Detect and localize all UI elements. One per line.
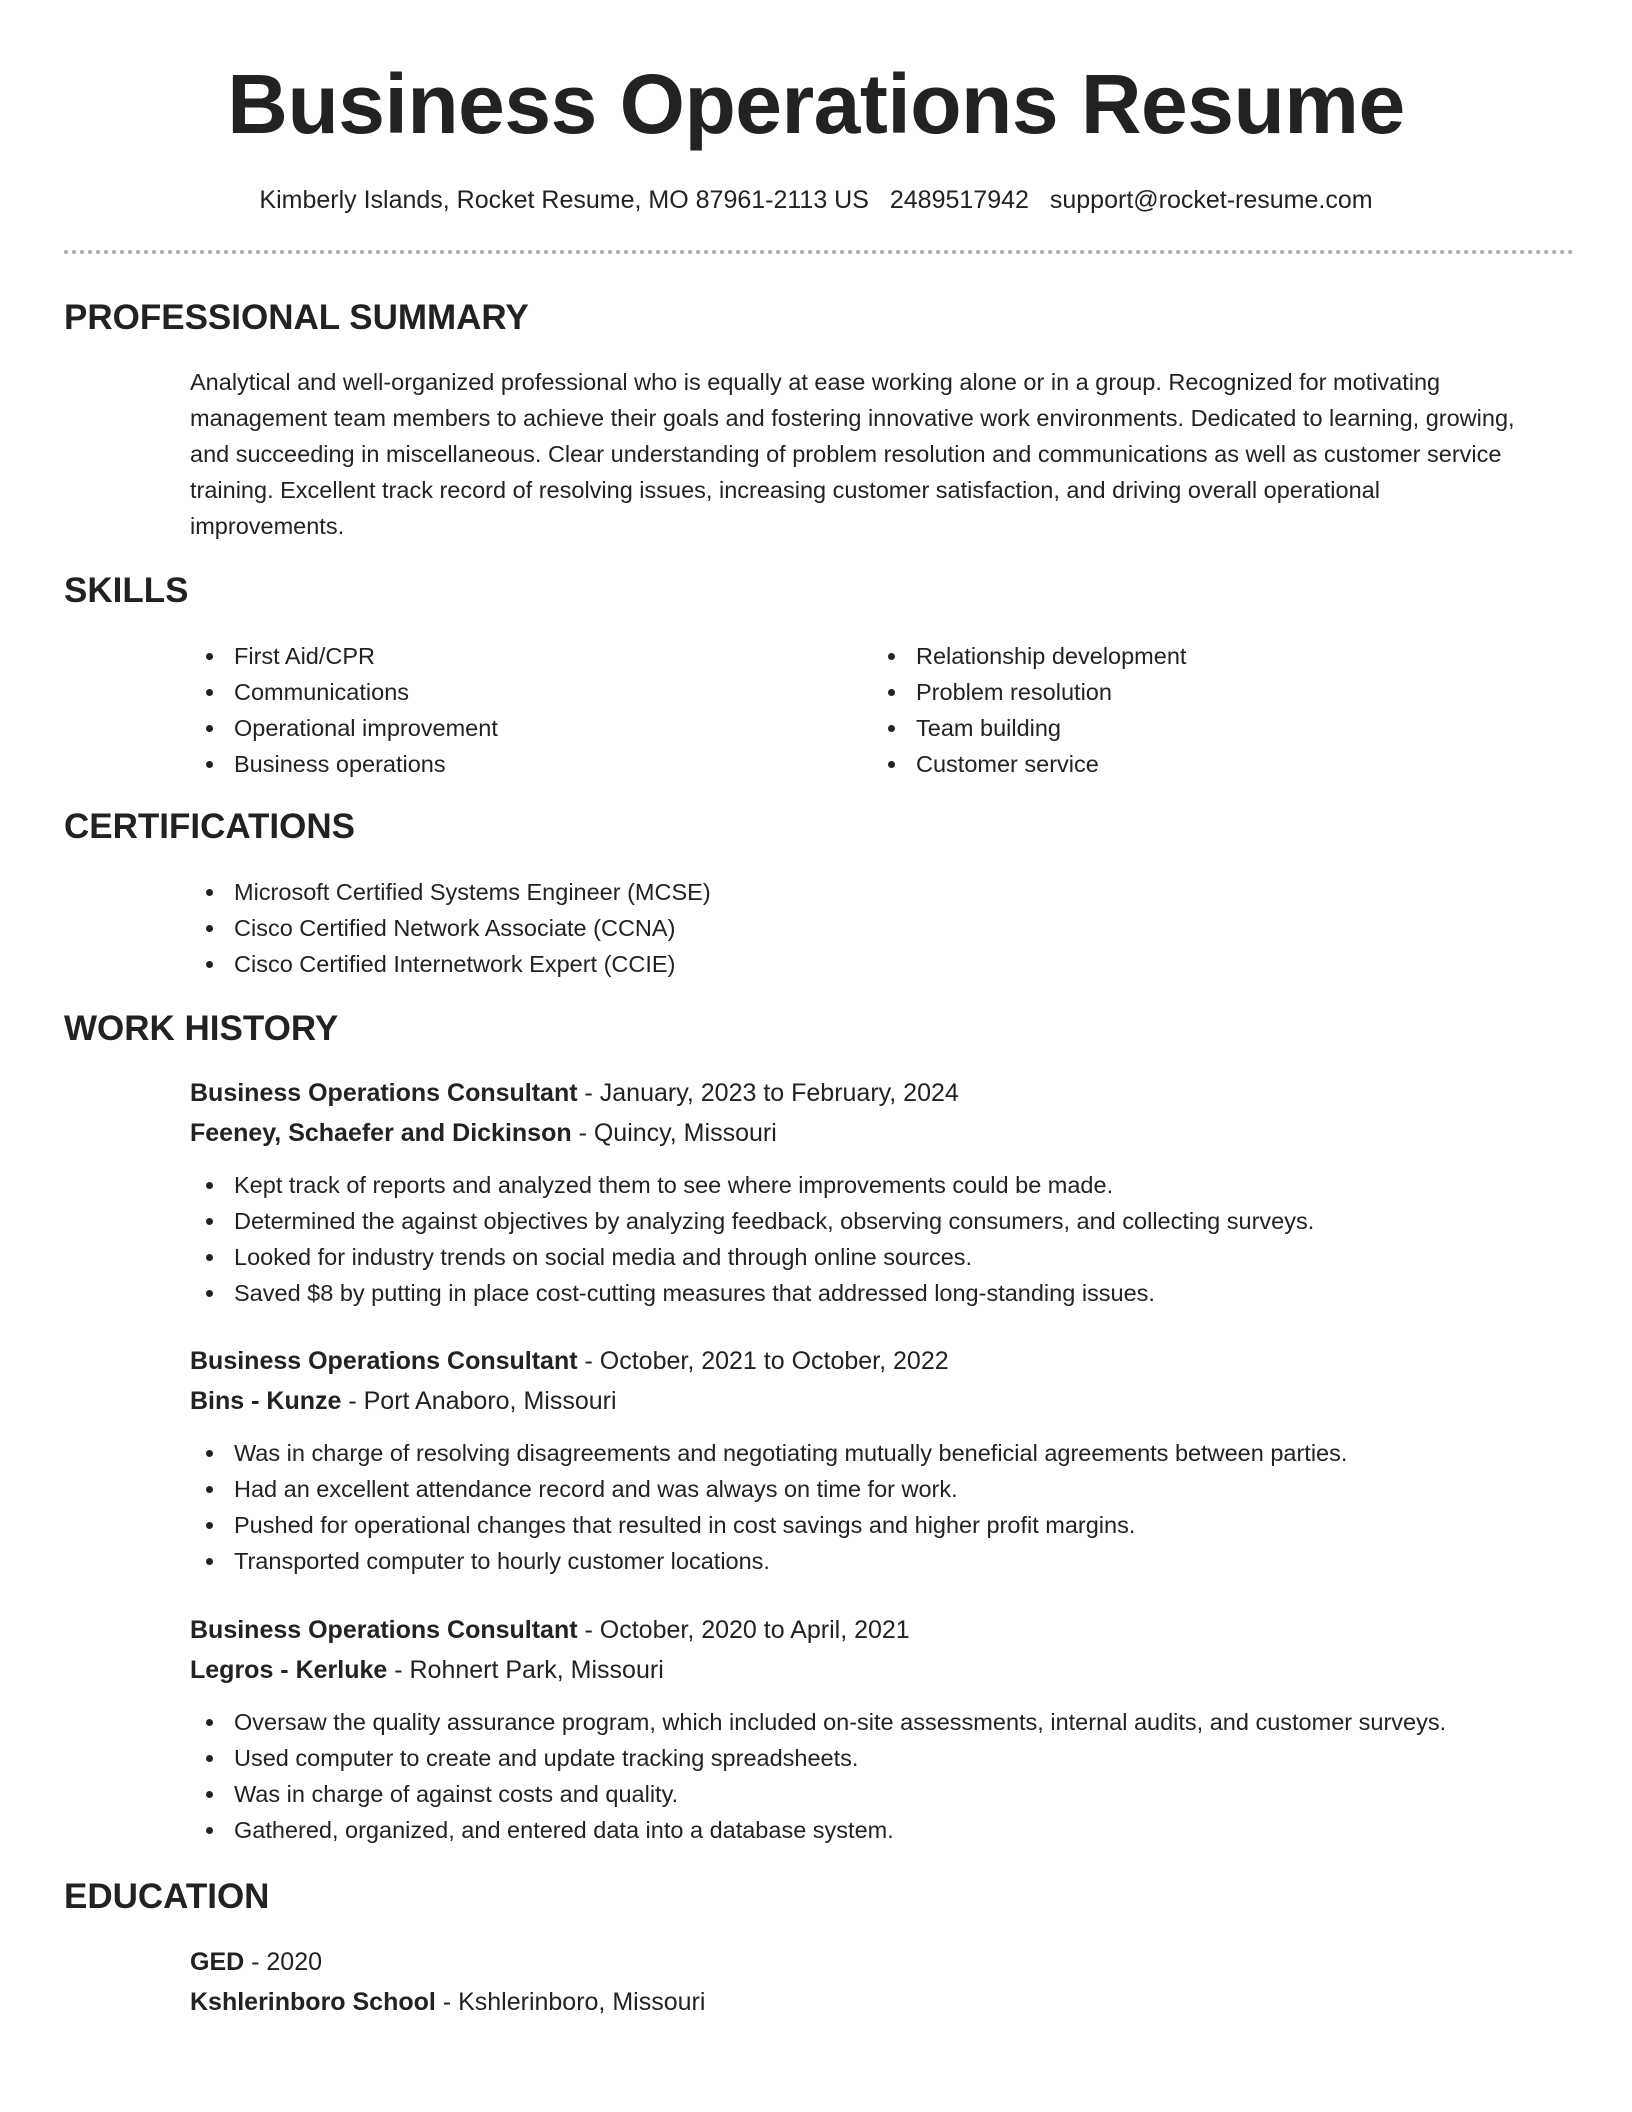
education-degree: GED — [190, 1948, 245, 1976]
job-title: Business Operations Consultant — [190, 1079, 578, 1107]
skill-item: Team building — [872, 710, 1554, 746]
job-dates: - October, 2020 to April, 2021 — [577, 1616, 910, 1644]
job-location: - Quincy, Missouri — [571, 1119, 777, 1147]
certifications-heading: CERTIFICATIONS — [64, 807, 356, 846]
education-school-line — [190, 1982, 1540, 2022]
certification-item: Cisco Certified Internetwork Expert (CCIE) — [190, 946, 1540, 982]
job-company: Feeney, Schaefer and Dickinson — [190, 1119, 572, 1147]
job-dates: - October, 2021 to October, 2022 — [577, 1347, 949, 1375]
skills-list-left — [190, 638, 872, 782]
job-company-line — [190, 1381, 1540, 1421]
job-bullet: Used computer to create and update tracking spreadsheets. — [190, 1740, 1540, 1776]
job-bullet: Was in charge of resolving disagreements and negotiating mutually beneficial agreements between parties. — [190, 1435, 1540, 1471]
job-title: Business Operations Consultant — [190, 1616, 578, 1644]
education-school: Kshlerinboro School — [190, 1988, 436, 2016]
job-bullets — [190, 1167, 1540, 1311]
skill-item: Communications — [190, 674, 872, 710]
job-title-line — [190, 1610, 1540, 1650]
job-entry — [190, 1610, 1540, 1848]
education-degree-line — [190, 1942, 1540, 1982]
skill-item: Business operations — [190, 746, 872, 782]
job-company-line — [190, 1113, 1540, 1153]
skill-item: Customer service — [872, 746, 1554, 782]
contact-phone: 2489517942 — [889, 186, 1029, 214]
job-location: - Rohnert Park, Missouri — [387, 1656, 664, 1684]
contact-line — [0, 182, 1632, 218]
certification-item: Cisco Certified Network Associate (CCNA) — [190, 910, 1540, 946]
job-bullet: Had an excellent attendance record and was always on time for work. — [190, 1471, 1540, 1507]
certifications-list — [190, 874, 1540, 982]
job-bullets — [190, 1704, 1540, 1848]
job-bullet: Gathered, organized, and entered data into a database system. — [190, 1812, 1540, 1848]
job-bullet: Kept track of reports and analyzed them to see where improvements could be made. — [190, 1167, 1540, 1203]
education-heading: EDUCATION — [64, 1877, 270, 1916]
skill-item: Operational improvement — [190, 710, 872, 746]
job-title: Business Operations Consultant — [190, 1347, 578, 1375]
skills-list-right — [872, 638, 1554, 782]
job-title-line — [190, 1341, 1540, 1381]
contact-address: Kimberly Islands, Rocket Resume, MO 87961-2113 US — [259, 186, 869, 214]
job-title-line — [190, 1073, 1540, 1113]
education-year: - 2020 — [244, 1948, 323, 1976]
job-dates: - January, 2023 to February, 2024 — [577, 1079, 959, 1107]
job-bullet: Determined the against objectives by analyzing feedback, observing consumers, and collecting surveys. — [190, 1203, 1540, 1239]
job-bullet: Looked for industry trends on social media and through online sources. — [190, 1239, 1540, 1275]
job-company-line — [190, 1650, 1540, 1690]
job-bullet: Transported computer to hourly customer locations. — [190, 1543, 1540, 1579]
work-history-heading: WORK HISTORY — [64, 1009, 339, 1048]
skill-item: First Aid/CPR — [190, 638, 872, 674]
job-bullet: Pushed for operational changes that resulted in cost savings and higher profit margins. — [190, 1507, 1540, 1543]
resume-title: Business Operations Resume — [227, 57, 1405, 151]
education-section — [190, 1942, 1540, 2022]
skills-section — [190, 638, 1540, 782]
skills-heading: SKILLS — [64, 571, 189, 610]
skill-item: Problem resolution — [872, 674, 1554, 710]
header-divider — [64, 250, 1574, 254]
summary-text: Analytical and well-organized professional who is equally at ease working alone or in a group. Recognized for motivating management team members to achieve their goals and fostering innovative work environments. Dedicated to learning, growing, and succeeding in miscellaneous. Clear understanding of problem resolution and communications as well as customer service training. Excellent track record of resolving issues, increasing customer satisfaction, and driving overall operational improvements. — [190, 369, 1515, 539]
job-bullet: Oversaw the quality assurance program, which included on-site assessments, internal audits, and customer surveys. — [190, 1704, 1540, 1740]
job-location: - Port Anaboro, Missouri — [341, 1387, 617, 1415]
job-entry — [190, 1073, 1540, 1311]
skill-item: Relationship development — [872, 638, 1554, 674]
job-bullet: Saved $8 by putting in place cost-cutting measures that addressed long-standing issues. — [190, 1275, 1540, 1311]
certification-item: Microsoft Certified Systems Engineer (MCSE) — [190, 874, 1540, 910]
summary-heading: PROFESSIONAL SUMMARY — [64, 298, 529, 337]
summary-section — [190, 364, 1540, 544]
job-entry — [190, 1341, 1540, 1579]
job-bullet: Was in charge of against costs and quality. — [190, 1776, 1540, 1812]
education-location: - Kshlerinboro, Missouri — [435, 1988, 706, 2016]
contact-email: support@rocket-resume.com — [1049, 186, 1373, 214]
job-bullets — [190, 1435, 1540, 1579]
job-company: Legros - Kerluke — [190, 1656, 388, 1684]
certifications-section — [190, 874, 1540, 982]
job-company: Bins - Kunze — [190, 1387, 342, 1415]
